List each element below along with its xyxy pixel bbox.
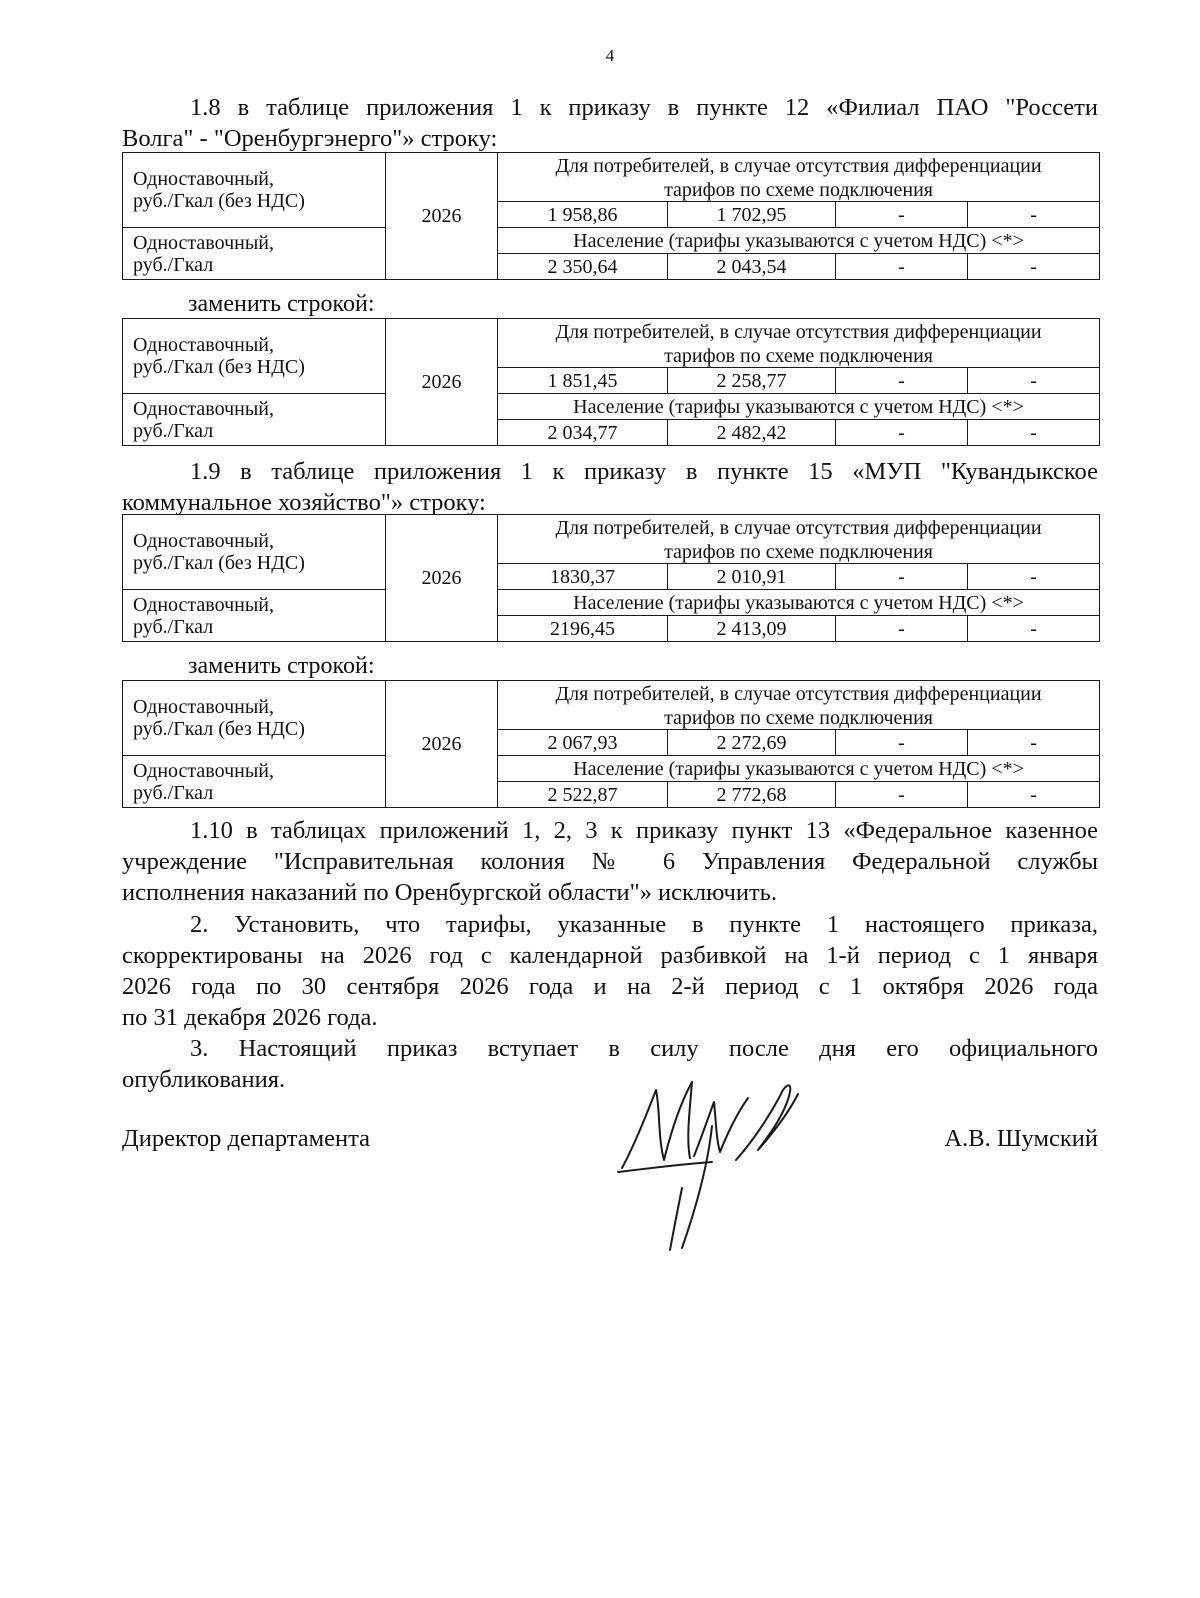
- population-value: 2 350,64: [498, 254, 668, 280]
- label-line-2: руб./Гкал (без НДС): [133, 356, 305, 378]
- population-value: 2 413,09: [668, 616, 836, 642]
- label-line-2: руб./Гкал (без НДС): [133, 552, 305, 574]
- population-value: 2 482,42: [668, 420, 836, 446]
- consumers-value: -: [836, 202, 968, 228]
- consumers-value: 1 958,86: [498, 202, 668, 228]
- section-1-9-line-1: 1.9 в таблице приложения 1 к приказу в пункте 15 «МУП "Кувандыкское: [190, 458, 1098, 485]
- replace-label: заменить строкой:: [188, 291, 375, 317]
- signatory-title: Директор департамента: [122, 1125, 371, 1152]
- year-cell: 2026: [386, 319, 498, 446]
- population-header: Население (тарифы указываются с учетом НДС) <*>: [498, 590, 1100, 616]
- section-2-line-1: 2. Установить, что тарифы, указанные в пункте 1 настоящего приказа,: [190, 911, 1098, 938]
- section-1-9-paragraph: [122, 456, 1098, 518]
- tariff-table-1: [122, 152, 1100, 280]
- section-1-10-line-1: 1.10 в таблицах приложений 1, 2, 3 к приказу пункт 13 «Федеральное казенное: [190, 817, 1098, 844]
- population-header: Население (тарифы указываются с учетом НДС) <*>: [498, 394, 1100, 420]
- label-line-2: руб./Гкал: [133, 615, 214, 638]
- tariff-table-4: [122, 680, 1100, 808]
- year-cell: 2026: [386, 515, 498, 642]
- consumers-value: 2 067,93: [498, 730, 668, 756]
- label-line-1: Одноставочный,: [133, 696, 274, 718]
- population-value: 2 522,87: [498, 782, 668, 808]
- section-2-paragraph: [122, 909, 1098, 1033]
- row-label-with-vat: [123, 228, 386, 280]
- population-value: -: [836, 616, 968, 642]
- tariff-table-3: [122, 514, 1100, 642]
- section-3-paragraph: [122, 1033, 1098, 1095]
- consumers-header-line-1: Для потребителей, в случае отсутствия дифференциации: [498, 515, 1100, 541]
- year-cell: 2026: [386, 681, 498, 808]
- row-label-no-vat: [123, 153, 386, 228]
- label-line-2: руб./Гкал (без НДС): [133, 718, 305, 740]
- consumers-value: 2 010,91: [668, 564, 836, 590]
- page-number: 4: [605, 46, 615, 65]
- section-1-10-line-3: исполнения наказаний по Оренбургской области"» исключить.: [122, 879, 777, 906]
- consumers-header-line-2: тарифов по схеме подключения: [498, 540, 1100, 564]
- label-line-1: Одноставочный,: [133, 397, 274, 420]
- label-line-2: руб./Гкал: [133, 781, 214, 804]
- population-value: -: [968, 782, 1100, 808]
- population-value: 2 772,68: [668, 782, 836, 808]
- population-header: Население (тарифы указываются с учетом НДС) <*>: [498, 756, 1100, 782]
- consumers-value: -: [836, 730, 968, 756]
- consumers-value: -: [968, 368, 1100, 394]
- label-line-2: руб./Гкал (без НДС): [133, 190, 305, 212]
- signatory-name: А.В. Шумский: [944, 1125, 1098, 1152]
- handwritten-signature: [612, 1068, 812, 1258]
- consumers-value: 1 851,45: [498, 368, 668, 394]
- section-1-9-line-2: коммунальное хозяйство"» строку:: [122, 489, 486, 516]
- section-2-line-3: 2026 года по 30 сентября 2026 года и на 2-й период с 1 октября 2026 года: [122, 973, 1098, 1000]
- population-value: 2196,45: [498, 616, 668, 642]
- row-label-no-vat: [123, 319, 386, 394]
- section-1-8-paragraph: [122, 92, 1098, 154]
- row-label-no-vat: [123, 681, 386, 756]
- consumers-header-line-2: тарифов по схеме подключения: [498, 178, 1100, 202]
- consumers-value: -: [968, 730, 1100, 756]
- section-3-line-2: опубликования.: [122, 1066, 286, 1093]
- row-label-with-vat: [123, 590, 386, 642]
- consumers-header-line-1: Для потребителей, в случае отсутствия дифференциации: [498, 681, 1100, 707]
- consumers-header-line-2: тарифов по схеме подключения: [498, 344, 1100, 368]
- population-header: Население (тарифы указываются с учетом НДС) <*>: [498, 228, 1100, 254]
- consumers-value: 1 702,95: [668, 202, 836, 228]
- consumers-header-line-1: Для потребителей, в случае отсутствия дифференциации: [498, 153, 1100, 179]
- population-value: -: [836, 782, 968, 808]
- year-cell: 2026: [386, 153, 498, 280]
- section-2-line-4: по 31 декабря 2026 года.: [122, 1004, 378, 1031]
- row-label-with-vat: [123, 394, 386, 446]
- label-line-2: руб./Гкал: [133, 419, 214, 442]
- consumers-value: 2 272,69: [668, 730, 836, 756]
- label-line-1: Одноставочный,: [133, 530, 274, 552]
- row-label-with-vat: [123, 756, 386, 808]
- row-label-no-vat: [123, 515, 386, 590]
- section-1-10-paragraph: [122, 815, 1098, 908]
- consumers-value: -: [836, 368, 968, 394]
- label-line-1: Одноставочный,: [133, 231, 274, 254]
- population-value: -: [968, 420, 1100, 446]
- label-line-1: Одноставочный,: [133, 168, 274, 190]
- consumers-value: -: [968, 564, 1100, 590]
- consumers-header-line-1: Для потребителей, в случае отсутствия дифференциации: [498, 319, 1100, 345]
- label-line-2: руб./Гкал: [133, 253, 214, 276]
- population-value: -: [968, 616, 1100, 642]
- section-2-line-2: скорректированы на 2026 год с календарной разбивкой на 1-й период с 1 января: [122, 942, 1098, 969]
- consumers-value: 1830,37: [498, 564, 668, 590]
- consumers-header-line-2: тарифов по схеме подключения: [498, 706, 1100, 730]
- label-line-1: Одноставочный,: [133, 759, 274, 782]
- section-1-8-line-2: Волга" - "Оренбургэнерго"» строку:: [122, 125, 498, 152]
- section-1-10-line-2: учреждение "Исправительная колония № 6 Управления Федеральной службы: [122, 848, 1098, 875]
- population-value: -: [836, 254, 968, 280]
- population-value: 2 043,54: [668, 254, 836, 280]
- label-line-1: Одноставочный,: [133, 334, 274, 356]
- population-value: -: [968, 254, 1100, 280]
- replace-label: заменить строкой:: [188, 653, 375, 679]
- section-1-8-line-1: 1.8 в таблице приложения 1 к приказу в пункте 12 «Филиал ПАО "Россети: [190, 94, 1098, 121]
- consumers-value: -: [836, 564, 968, 590]
- section-3-line-1: 3. Настоящий приказ вступает в силу после дня его официального: [190, 1035, 1098, 1062]
- consumers-value: 2 258,77: [668, 368, 836, 394]
- label-line-1: Одноставочный,: [133, 593, 274, 616]
- consumers-value: -: [968, 202, 1100, 228]
- population-value: -: [836, 420, 968, 446]
- tariff-table-2: [122, 318, 1100, 446]
- population-value: 2 034,77: [498, 420, 668, 446]
